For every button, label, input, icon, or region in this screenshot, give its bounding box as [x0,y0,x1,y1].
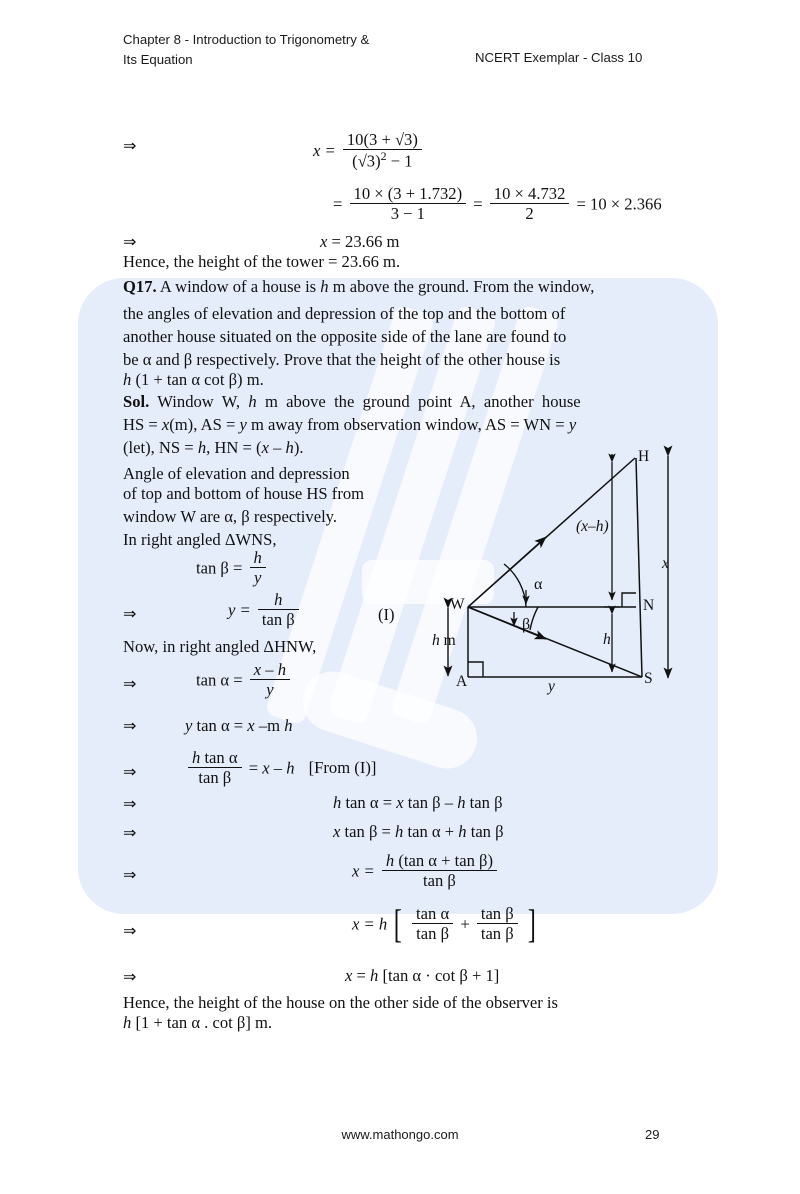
fraction-numerator: h (tan α + tan β) [385,850,494,870]
fraction [250,548,266,587]
fraction-denominator: y [250,567,266,587]
fraction-denominator: 2 [490,203,570,223]
fraction [477,904,518,943]
implies-arrow: ⇒ [123,923,137,940]
equation-from-I [185,747,377,789]
fraction-numerator: h tan α [192,747,238,767]
fraction [250,660,290,699]
depression-arrowhead [468,607,546,639]
conclusion-line-2: h [1 + tan α . cot β] m. [123,1013,273,1032]
bracket-lhs: x = h [352,914,388,934]
label-beta: β [522,616,531,633]
implies-arrow: ⇒ [123,718,137,735]
label-h-right: h [603,631,611,648]
fraction-numerator: tan α [416,903,450,923]
label-H: H [638,448,650,465]
fraction [258,590,299,629]
implies-arrow: ⇒ [123,867,137,884]
eq2-equals: = [333,194,343,214]
solution-line-7: In right angled ΔWNS, [123,530,277,549]
label-alpha: α [534,576,543,593]
fraction-denominator: tan β [412,923,453,943]
fraction-denominator: y [250,679,290,699]
y-lhs: y = [228,600,251,620]
fraction-numerator: tan β [480,903,514,923]
line-HS [636,458,642,677]
question-line-1: Q17. A window of a house is h m above the ground. From the window, [123,277,595,296]
fraction [350,184,467,223]
fraction-numerator: h [274,589,283,609]
conclusion-line-1: Hence, the height of the house on the other side of the observer is [123,993,558,1012]
fraction-numerator: x – h [253,659,287,679]
eq1-lhs: x = [313,141,336,161]
chapter-title [123,30,453,70]
equation-tan-beta [196,547,269,589]
label-A: A [456,673,468,690]
solution-line-2: HS = x(m), AS = y m away from observation window, AS = WN = y [123,415,577,434]
chapter-title-line1: Chapter 8 - Introduction to Trigonometry & [123,32,370,47]
implies-arrow: ⇒ [123,138,137,155]
book-title: NCERT Exemplar - Class 10 [475,50,643,65]
right-bracket: ] [527,901,536,947]
fraction [343,130,422,171]
fraction-denominator: tan β [188,767,242,787]
diagram-svg [430,440,685,705]
equation-collected: x tan β = h tan α + h tan β [333,822,504,841]
fraction-denominator: tan β [477,923,518,943]
question-line-3: another house situated on the opposite side of the lane are found to [123,327,567,346]
footer-url: www.mathongo.com [341,1127,459,1142]
tanbeta-lhs: tan β = [196,558,243,578]
left-bracket: [ [394,901,403,947]
question-line-4: be α and β respectively. Prove that the height of the other house is [123,350,561,369]
equation-reference-I: (I) [378,605,395,624]
fraction-denominator: tan β [382,870,497,890]
hence-tower-text: Hence, the height of the tower = 23.66 m. [123,252,401,271]
fraction-denominator: $(√3)^2 - 1$ [343,149,422,171]
fraction-numerator: 10 × 4.732 [493,183,566,203]
geometry-diagram [430,440,685,705]
eq2-mid-equals: = [473,194,483,214]
equation-x-value: x = 23.66 m [320,232,400,251]
equation-x-fraction [313,129,425,173]
fraction [412,904,453,943]
implies-arrow: ⇒ [123,764,137,781]
fraction-denominator: tan β [258,609,299,629]
fraction [188,748,242,787]
implies-arrow: ⇒ [123,606,137,623]
solution-line-4: Angle of elevation and depression [123,464,350,483]
solution-line-1: Sol. Window W, h m above the ground point A, another house [123,392,581,411]
xfrac-lhs: x = [352,861,375,881]
solution-line-5: of top and bottom of house HS from [123,484,365,503]
fraction-denominator: 3 − 1 [350,203,467,223]
label-h-m-left: h m [432,632,456,649]
label-W: W [450,596,465,613]
eq2-tail: = 10 × 2.366 [576,194,662,214]
from-I-note: [From (I)] [308,758,377,778]
implies-arrow: ⇒ [123,796,137,813]
equation-x-solved [352,850,500,892]
plus-sign: + [460,914,470,934]
implies-arrow: ⇒ [123,969,137,986]
fraction-numerator: 10(3 + √3) [346,129,418,149]
fraction-numerator: h [253,547,262,567]
equation-numeric-evaluation [333,183,662,225]
solution-line-now: Now, in right angled ΔHNW, [123,637,317,656]
footer-page-number: 29 [645,1127,660,1142]
equation-x-bracket [352,901,538,947]
implies-arrow: ⇒ [123,825,137,842]
right-angle-A [468,662,483,677]
fraction-numerator: 10 × (3 + 1.732) [353,183,463,203]
elevation-arrowhead [468,537,546,607]
chapter-title-line2: Its Equation [123,52,193,67]
solution-line-3: (let), NS = h, HN = (x – h). [123,438,304,457]
right-angle-N [622,593,636,607]
implies-arrow: ⇒ [123,676,137,693]
equation-expanded: h tan α = x tan β – h tan β [333,793,503,812]
label-y-bottom: y [548,678,555,695]
label-S: S [644,670,653,687]
equation-y-value [228,589,302,631]
equation-tan-alpha [196,659,293,701]
angle-arc-beta [530,607,538,630]
from-I-rhs: = x – h [248,758,295,778]
equation-final: x = h [tan α · cot β + 1] [345,966,500,985]
angle-arc-alpha [504,564,526,607]
implies-arrow: ⇒ [123,234,137,251]
fraction [490,184,570,223]
label-x-minus-h: (x–h) [576,518,609,535]
question-line-2: the angles of elevation and depression of the top and the bottom of [123,304,566,323]
tanalpha-lhs: tan α = [196,670,243,690]
label-x-outer: x [662,555,669,572]
fraction [382,851,497,890]
solution-line-6: window W are α, β respectively. [123,507,338,526]
question-line-5: h (1 + tan α cot β) m. [123,370,264,389]
equation-y-tan-alpha: y tan α = x –m h [185,716,293,735]
label-N: N [643,597,655,614]
